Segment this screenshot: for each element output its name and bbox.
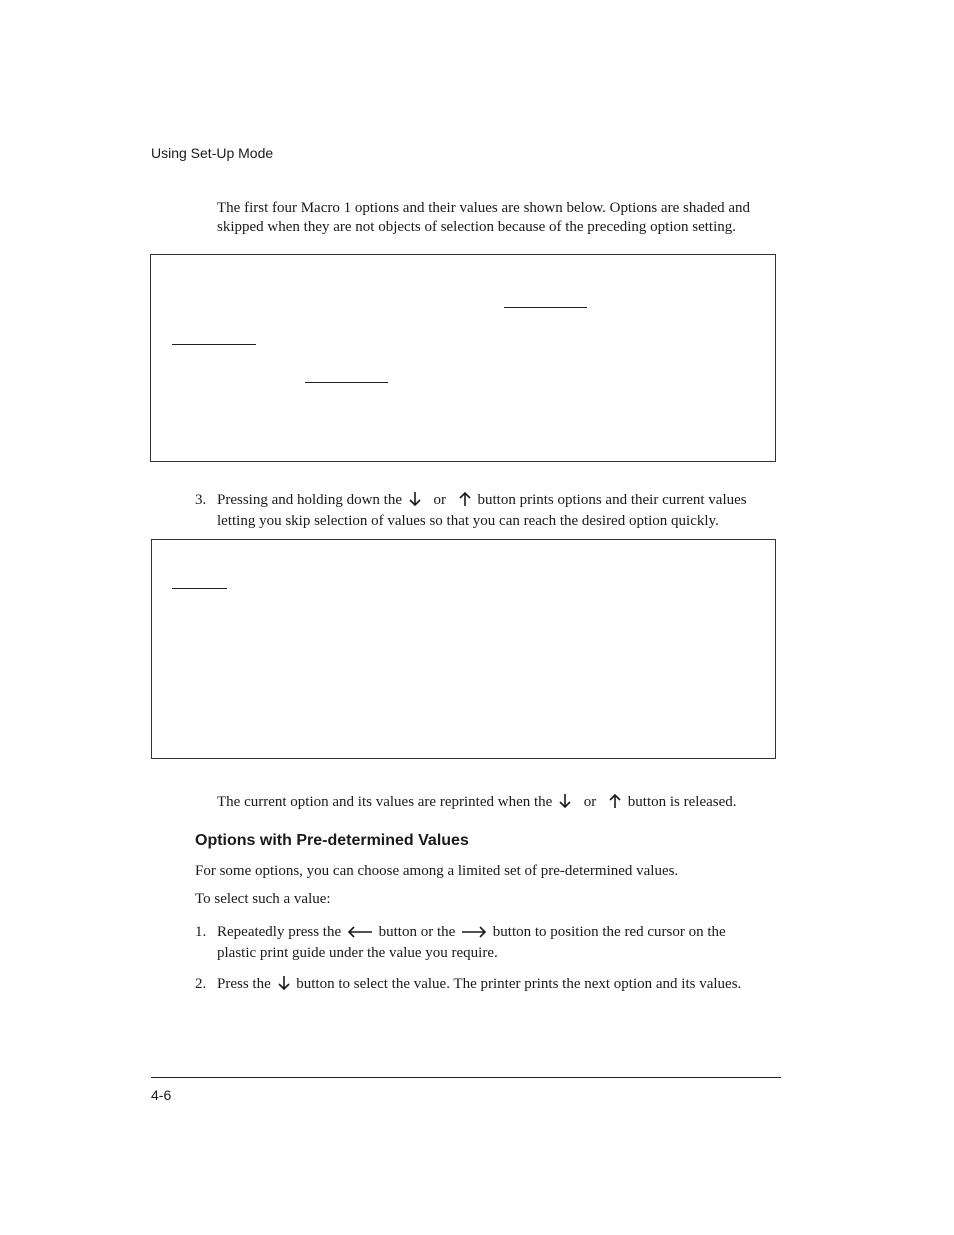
step-number: 1. bbox=[195, 924, 207, 940]
up-arrow-icon bbox=[458, 491, 472, 507]
footer-rule bbox=[151, 1077, 781, 1078]
step-1 bbox=[195, 922, 785, 966]
right-arrow-icon bbox=[461, 925, 487, 939]
down-arrow-icon bbox=[277, 975, 291, 991]
step-3 bbox=[195, 490, 785, 534]
section-heading: Options with Pre-determined Values bbox=[195, 832, 469, 849]
step-text-a: Press the bbox=[217, 976, 271, 992]
down-arrow-icon bbox=[408, 491, 422, 507]
step-2 bbox=[195, 974, 795, 998]
step-text-mid: button or the bbox=[378, 924, 456, 940]
step-text-or: or bbox=[433, 492, 446, 508]
printout-underline bbox=[305, 382, 388, 383]
sample-printout-box-1 bbox=[150, 254, 776, 462]
step-text-a: Repeatedly press the bbox=[217, 924, 342, 940]
printout-underline bbox=[172, 588, 227, 589]
release-note-a: The current option and its values are reprinted when the bbox=[217, 794, 553, 810]
release-note bbox=[217, 793, 777, 812]
section-paragraph-1: For some options, you can choose among a limited set of pre-determined values. bbox=[195, 863, 679, 879]
up-arrow-icon bbox=[608, 793, 622, 809]
step-text-b: button prints options and their current values letting you skip selection of values so that you can reach the desired option quickly. bbox=[217, 492, 747, 529]
step-number: 2. bbox=[195, 976, 207, 992]
down-arrow-icon bbox=[558, 793, 572, 809]
step-text-b: button to select the value. The printer prints the next option and its values. bbox=[296, 976, 742, 992]
printout-underline bbox=[504, 307, 587, 308]
left-arrow-icon bbox=[347, 925, 373, 939]
step-text bbox=[217, 922, 762, 964]
intro-paragraph: The first four Macro 1 options and their values are shown below. Options are shaded and skipped when they are not objects of selection because of the preceding option setting. bbox=[217, 200, 751, 235]
step-text-a: Pressing and holding down the bbox=[217, 492, 402, 508]
section-paragraph-2: To select such a value: bbox=[195, 891, 331, 907]
page-number: 4-6 bbox=[151, 1087, 172, 1103]
step-text-b: button to position the red cursor on the plastic print guide under the value you require. bbox=[217, 924, 726, 961]
release-note-or: or bbox=[583, 794, 597, 810]
step-number: 3. bbox=[195, 492, 207, 508]
printout-underline bbox=[172, 344, 256, 345]
step-text bbox=[217, 490, 777, 532]
step-text bbox=[217, 974, 792, 995]
release-note-b: button is released. bbox=[627, 794, 737, 810]
sample-printout-box-2 bbox=[151, 539, 776, 759]
running-header: Using Set-Up Mode bbox=[151, 145, 274, 161]
